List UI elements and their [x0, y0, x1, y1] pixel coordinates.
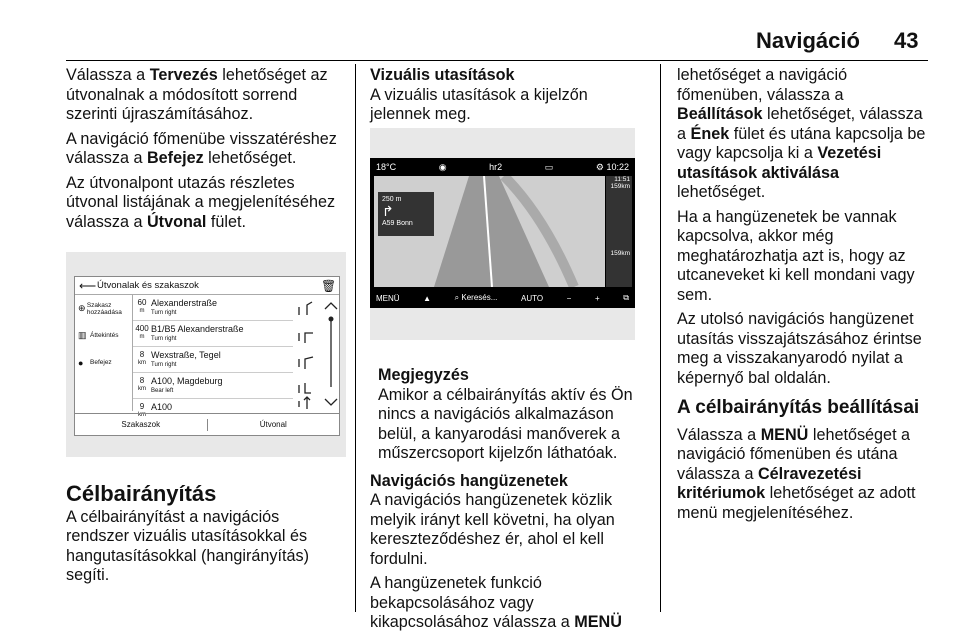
add-circle-icon: ⊕ [78, 303, 86, 313]
paragraph: A vizuális utasítások a kijelzőn jelennek meg. [370, 85, 588, 123]
back-arrow-icon: ⟵ [79, 278, 97, 293]
paragraph: A hangüzenetek funkció bekapcsolásához vagy kikapcsolásához válassza a MENÜ [370, 574, 622, 631]
paragraph: A navigáció főmenübe visszatéréshez válassza a Befejez lehetőséget. [66, 129, 337, 167]
turn-arrows-icon [293, 295, 341, 411]
side-item-finish: ● Befejez [78, 357, 112, 368]
section-heading: A célbairányítás beállításai [677, 397, 920, 418]
paragraph: Az utolsó navigációs hangüzenet utasítás visszajátszásához érintse meg a visszakanyarodó nyilat a képernyő bal oldalán. [677, 310, 922, 387]
pin-icon: ● [78, 357, 84, 368]
clock: 10:22 [606, 161, 629, 172]
column-2 [370, 66, 640, 130]
note-block: Megjegyzés Amikor a célbairányítás aktív és Ön nincs a navigációs alkalmazáson belül, a kanyarodási manőverek a műszercsoport kijelzőn láthatóak. [378, 366, 633, 462]
paragraph: Válassza a MENÜ lehetőséget a navigáció főmenüben és utána válassza a Célravezetési kritériumok lehetőséget az adott menü megjelenítéséhez. [677, 425, 916, 522]
book-icon: ▥ [78, 330, 87, 340]
page-header-title: Navigáció [756, 28, 860, 53]
column-2-bottom [370, 342, 640, 638]
layers-icon: ⧉ [623, 293, 629, 302]
column-1-bottom [66, 481, 344, 591]
column-divider-1 [355, 64, 356, 612]
route-row: 60 m Alexanderstraße Turn right [133, 295, 293, 321]
subheading: Navigációs hangüzenetek [370, 471, 568, 490]
page-number: 43 [894, 28, 919, 53]
screen-title: Útvonalak és szakaszok [97, 280, 199, 291]
paragraph: A navigációs hangüzenetek közlik melyik irányt kell követni, ha olyan kereszteződéshez ér, ahol el kell fordulni. [370, 491, 615, 568]
route-row: 8 km A100, Magdeburg Bear left [133, 373, 293, 399]
route-row: 9 km A100 [138, 402, 173, 418]
temperature: 18°C [376, 162, 397, 172]
route-row: 8 km Wexstraße, Tegel Turn right [133, 347, 293, 373]
column-1 [66, 66, 344, 237]
zoom-out-icon: − [566, 293, 572, 303]
trash-icon: 🗑 [321, 278, 337, 293]
route-row: 400 m B1/B5 Alexanderstraße Turn right [133, 321, 293, 347]
tab-segments: Szakaszok [121, 420, 161, 429]
radio-station: hr2 [489, 162, 503, 172]
column-divider-2 [660, 64, 661, 612]
turn-right-icon: ↱ [382, 203, 394, 219]
section-heading: Célbairányítás [66, 481, 217, 506]
paragraph: Az útvonalpont utazás részletes útvonal listájának a megjelenítéséhez válassza a Útvonal fület. [66, 173, 336, 231]
location-icon: ◉ [438, 161, 447, 172]
gear-icon: ⚙ [595, 161, 604, 172]
paragraph: Ha a hangüzenetek be vannak kapcsolva, akkor még meghatározhatja azt is, hogy az utcaneveket ki kell mondani vagy sem. [677, 207, 915, 304]
tab-route: Útvonal [259, 420, 287, 429]
paragraph: lehetőséget a navigáció főmenüben, válassza a Beállítások lehetőséget, válassza a Ének fület és utána kapcsolja be vagy kapcsolja ki a Vezetési utasítások aktiválása lehetőséget. [677, 66, 926, 201]
menu-label: MENÜ [376, 293, 400, 303]
route-list-screenshot [66, 252, 346, 457]
route-info-bar: 11:51 159km 159km [606, 176, 632, 287]
column-3 [677, 66, 929, 528]
zoom-in-icon: + [594, 293, 600, 303]
maneuver-box: 250 m ↱ A59 Bonn [378, 192, 434, 236]
search-icon: ⌕ [454, 293, 460, 302]
map-screenshot [370, 128, 635, 340]
compass-icon: ▲ [423, 293, 432, 303]
paragraph: Válassza a Tervezés lehetőséget az útvonalnak a módosított sorrend szerinti újraszámításához. [66, 66, 328, 123]
side-item-add: ⊕ Szakasz hozzáadása [78, 301, 122, 316]
side-item-overview: ▥ Áttekintés [78, 330, 119, 340]
map-view [374, 176, 605, 287]
header-rule [66, 60, 928, 61]
zoom-mode: AUTO [521, 293, 544, 303]
message-icon: ▭ [544, 161, 554, 172]
subheading: Vizuális utasítások [370, 66, 515, 84]
search-label: Keresés... [461, 293, 498, 302]
paragraph: A célbairányítást a navigációs rendszer vizuális utasításokkal és hangutasításokkal (hangirányítás) segíti. [66, 507, 309, 584]
